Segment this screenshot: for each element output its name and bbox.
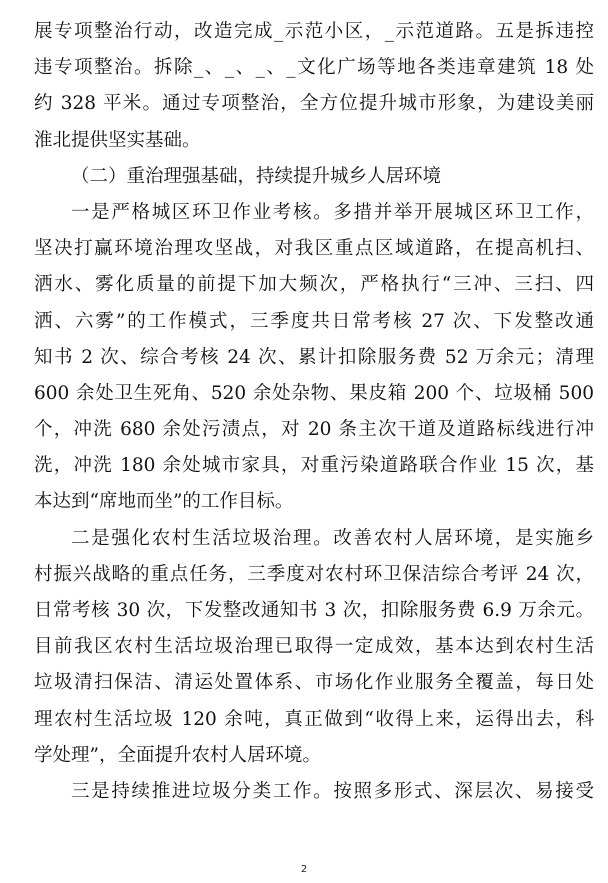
text-line: 三是持续推进垃圾分类工作。按照多形式、深层次、易接受: [71, 780, 594, 802]
text-line: 洗，冲洗 180 余处城市家具，对重污染道路联合作业 15 次，基: [34, 455, 594, 477]
text-line: 垃圾清扫保洁、清运处置体系、市场化作业服务全覆盖，每日处: [34, 672, 594, 694]
text-line: 学处理”，全面提升农村人居环境。: [34, 744, 321, 766]
text-line: 洒水、雾化质量的前提下加大频次，严格执行“三冲、三扫、四: [34, 274, 594, 296]
text-line: 个，冲洗 680 余处污渍点，对 20 条主次干道及道路标线进行冲: [34, 419, 594, 441]
text-line: 理农村生活垃圾 120 余吨，真正做到“收得上来，运得出去，科: [34, 708, 594, 730]
text-line: 二是强化农村生活垃圾治理。改善农村人居环境，是实施乡: [71, 527, 594, 549]
document-body: [34, 14, 594, 810]
text-line: （二）重治理强基础，持续提升城乡人居环境: [71, 165, 442, 187]
text-line: 淮北提供坚实基础。: [34, 129, 201, 151]
text-line: 洒、六雾”的工作模式，三季度共日常考核 27 次、下发整改通: [34, 310, 594, 332]
text-line: 约 328 平米。通过专项整治，全方位提升城市形象，为建设美丽: [34, 93, 594, 115]
text-line: 坚决打赢环境治理攻坚战，对我区重点区域道路，在提高机扫、: [34, 238, 594, 260]
text-line: 本达到“席地而坐”的工作目标。: [34, 491, 294, 513]
page-number: 2: [300, 864, 308, 875]
text-line: 知书 2 次、综合考核 24 次、累计扣除服务费 52 万余元；清理: [34, 346, 594, 368]
text-line: 目前我区农村生活垃圾治理已取得一定成效，基本达到农村生活: [34, 636, 594, 658]
text-line: 展专项整治行动，改造完成_示范小区，_示范道路。五是拆违控: [34, 21, 594, 42]
text-line: 违专项整治。拆除_、_、_、_文化广场等地各类违章建筑 18 处: [34, 57, 594, 79]
text-line: 600 余处卫生死角、520 余处杂物、果皮箱 200 个、垃圾桶 500: [34, 382, 594, 404]
text-line: 日常考核 30 次，下发整改通知书 3 次，扣除服务费 6.9 万余元。: [34, 600, 594, 621]
text-line: 村振兴战略的重点任务，三季度对农村环卫保洁综合考评 24 次，: [34, 563, 594, 585]
text-line: 一是严格城区环卫作业考核。多措并举开展城区环卫工作，: [71, 201, 594, 223]
